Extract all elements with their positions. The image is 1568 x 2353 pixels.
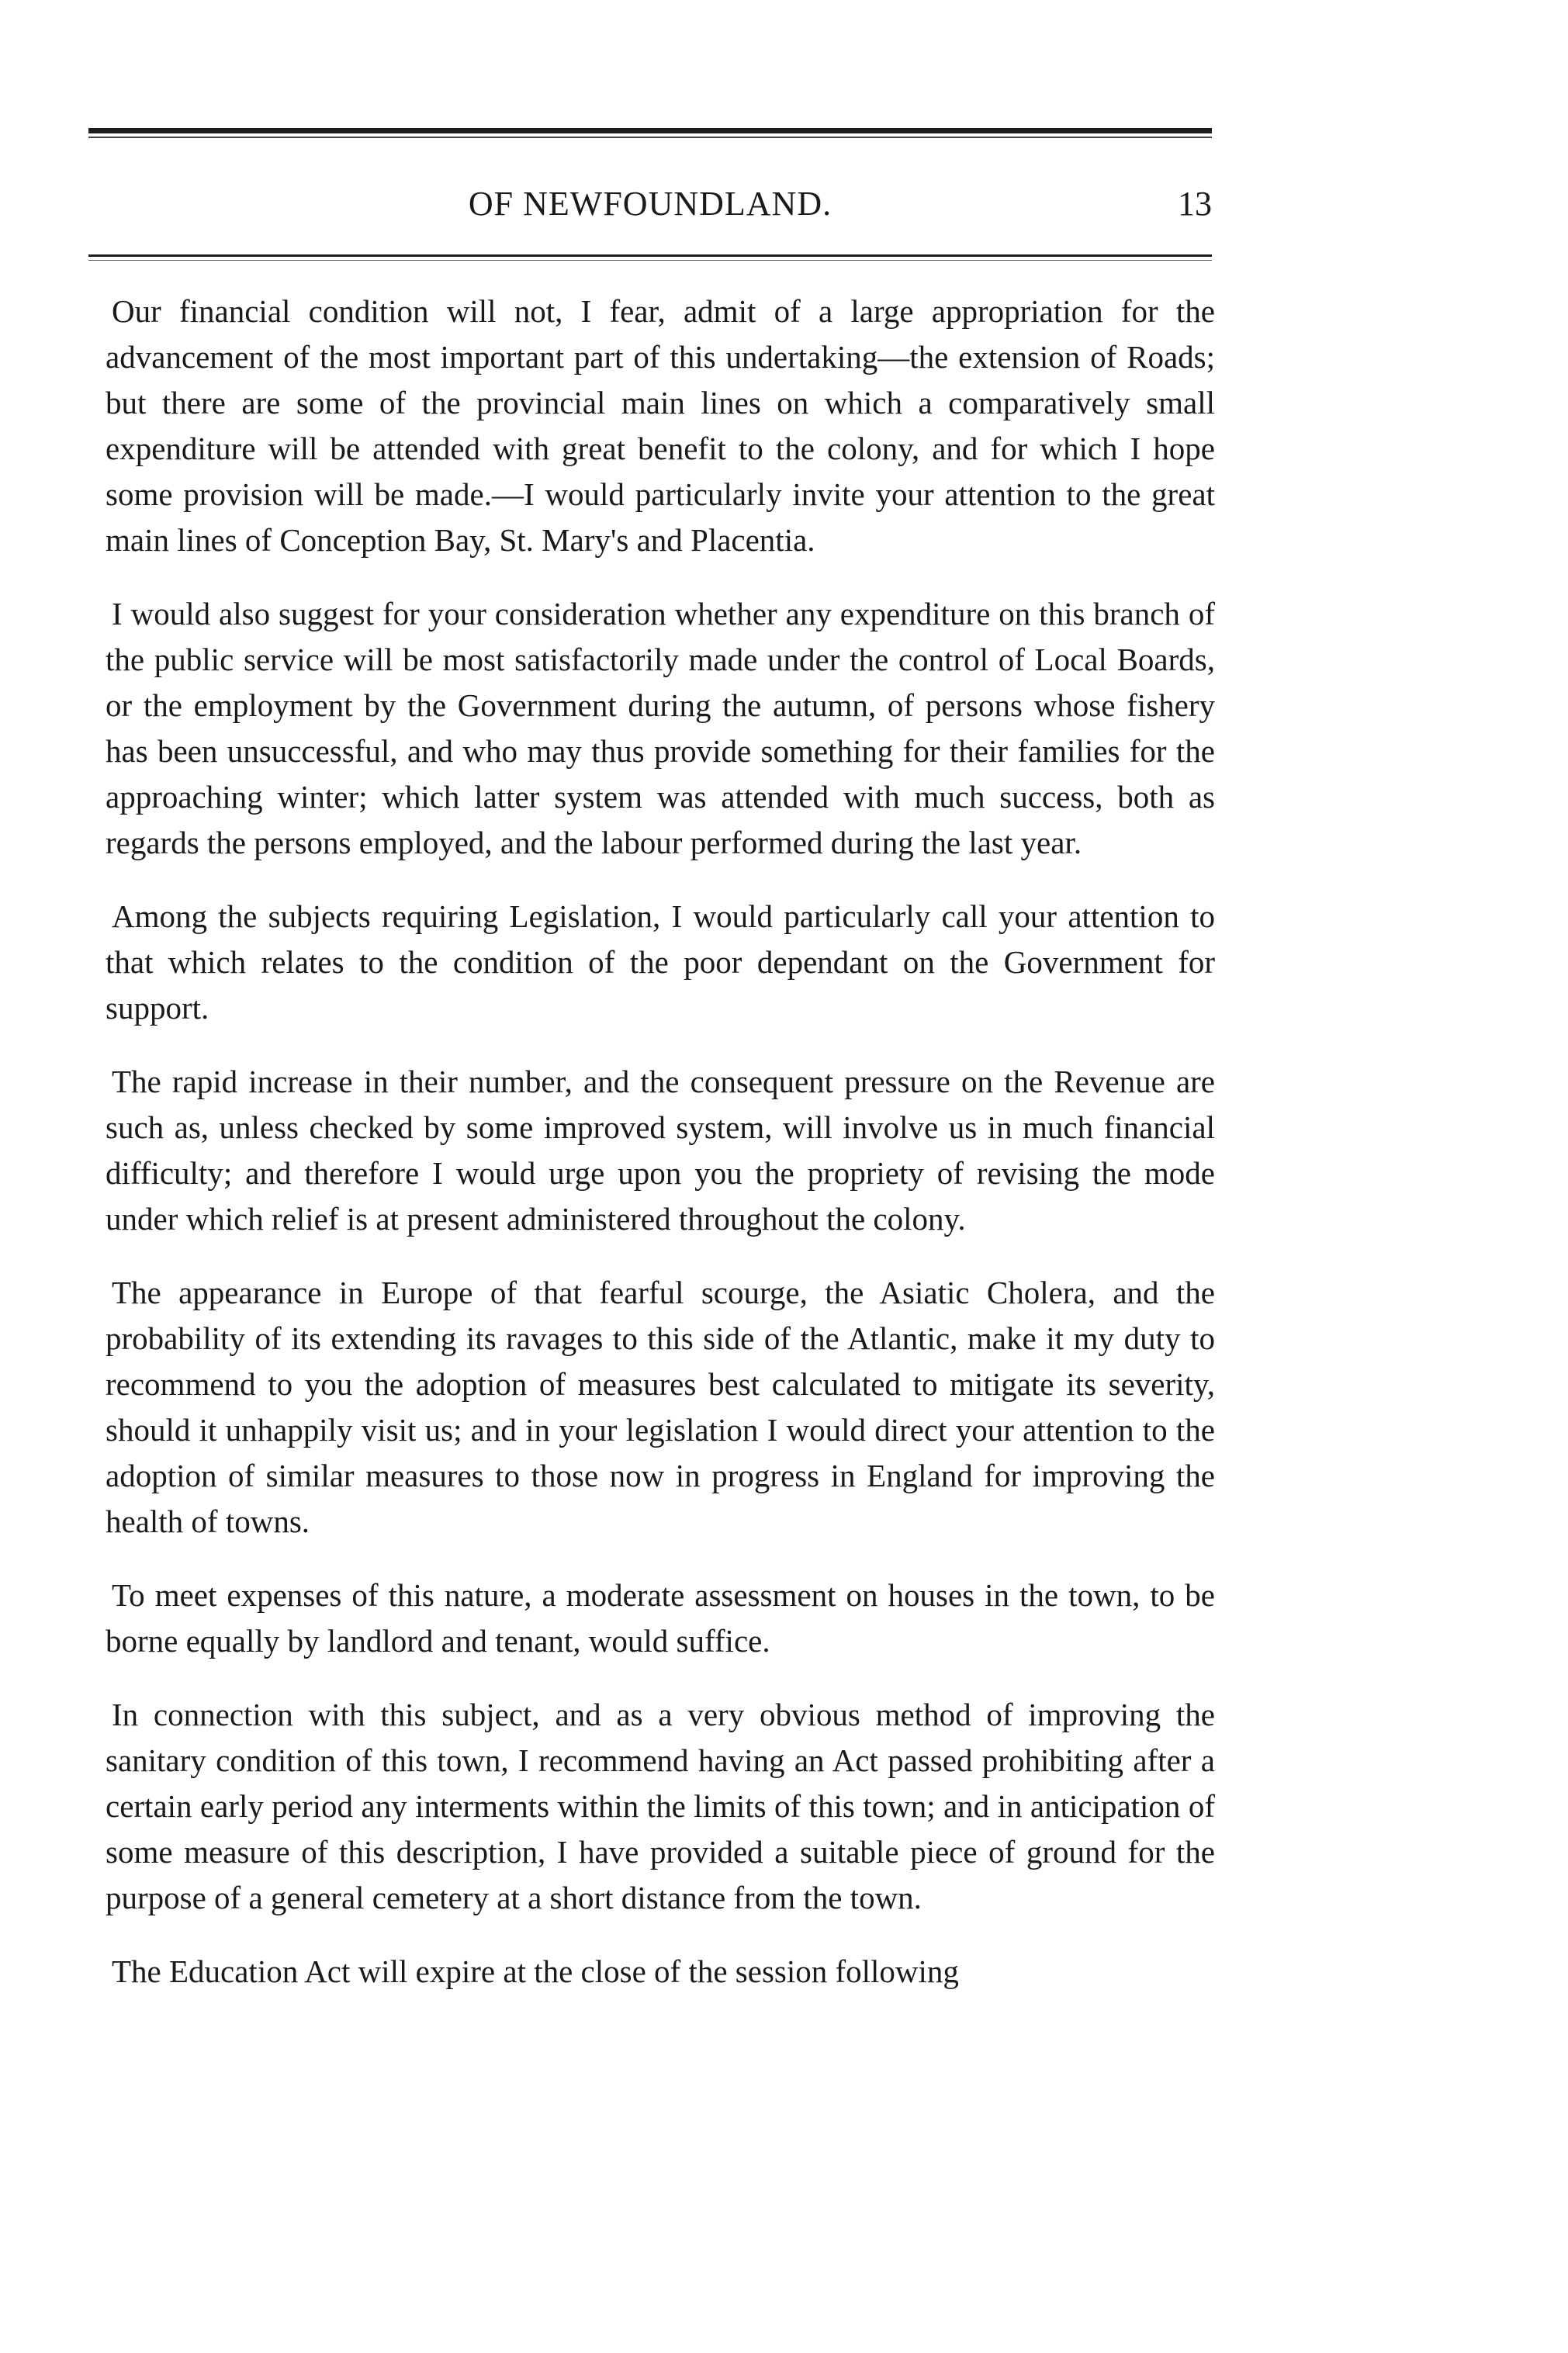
paragraph-legislation: Among the subjects requiring Legislation, I would particularly call your attention to that which relates to the condition of the poor dependant on the Government for support. [106,898,1215,1026]
paragraph-cemetery: In connection with this subject, and as a very obvious method of improving the sanitary condition of this town, I recommend having an Act passed prohibiting after a certain early period any interments within the limits of this town; and in anticipation of some measure of this description, I have provided a suitable piece of ground for the purpose of a general cemetery at a short distance from the town. [106,1697,1215,1915]
body-text [106,289,1215,2023]
paragraph-roads: Our financial condition will not, I fear, admit of a large appropriation for the advancement of the most important part of this undertaking—the extension of Roads; but there are some of the provincial main lines on which a comparatively small expenditure will be attended with great benefit to the colony, and for which I hope some provision will be made.—I would particularly invite your attention to the great main lines of Conception Bay, St. Mary's and Placentia. [106,293,1215,558]
paragraph-education: The Education Act will expire at the close of the session following [112,1953,959,1989]
page-number: 13 [1178,185,1212,223]
header-rule-thin [88,137,1212,138]
paragraph-poor-relief: The rapid increase in their number, and the consequent pressure on the Revenue are such as, unless checked by some improved system, will involve us in much financial difficulty; and therefore I would urge upon you the propriety of revising the mode under which relief is at present administered throughout the colony. [106,1064,1215,1237]
paragraph-expenditure: I would also suggest for your consideration whether any expenditure on this branch of the public service will be most satisfactorily made under the control of Local Boards, or the employment by the Government during the autumn, of persons whose fishery has been unsuccessful, and who may thus provide something for their families for the approaching winter; which latter system was attended with much success, both as regards the persons employed, and the labour performed during the last year. [106,596,1215,860]
header-rule-thick [88,128,1212,133]
paragraph-assessment: To meet expenses of this nature, a moderate assessment on houses in the town, to be borne equally by landlord and tenant, would suffice. [106,1577,1215,1659]
paragraph-cholera: The appearance in Europe of that fearful scourge, the Asiatic Cholera, and the probability of its extending its ravages to this side of the Atlantic, make it my duty to recommend to you the adoption of measures best calculated to mitigate its severity, should it unhappily visit us; and in your legislation I would direct your attention to the adoption of similar measures to those now in progress in England for improving the health of towns. [106,1275,1215,1539]
running-head [88,177,1212,231]
header-underline-thin [88,260,1212,261]
header-underline-thick [88,254,1212,257]
running-title: OF NEWFOUNDLAND. [468,185,832,223]
